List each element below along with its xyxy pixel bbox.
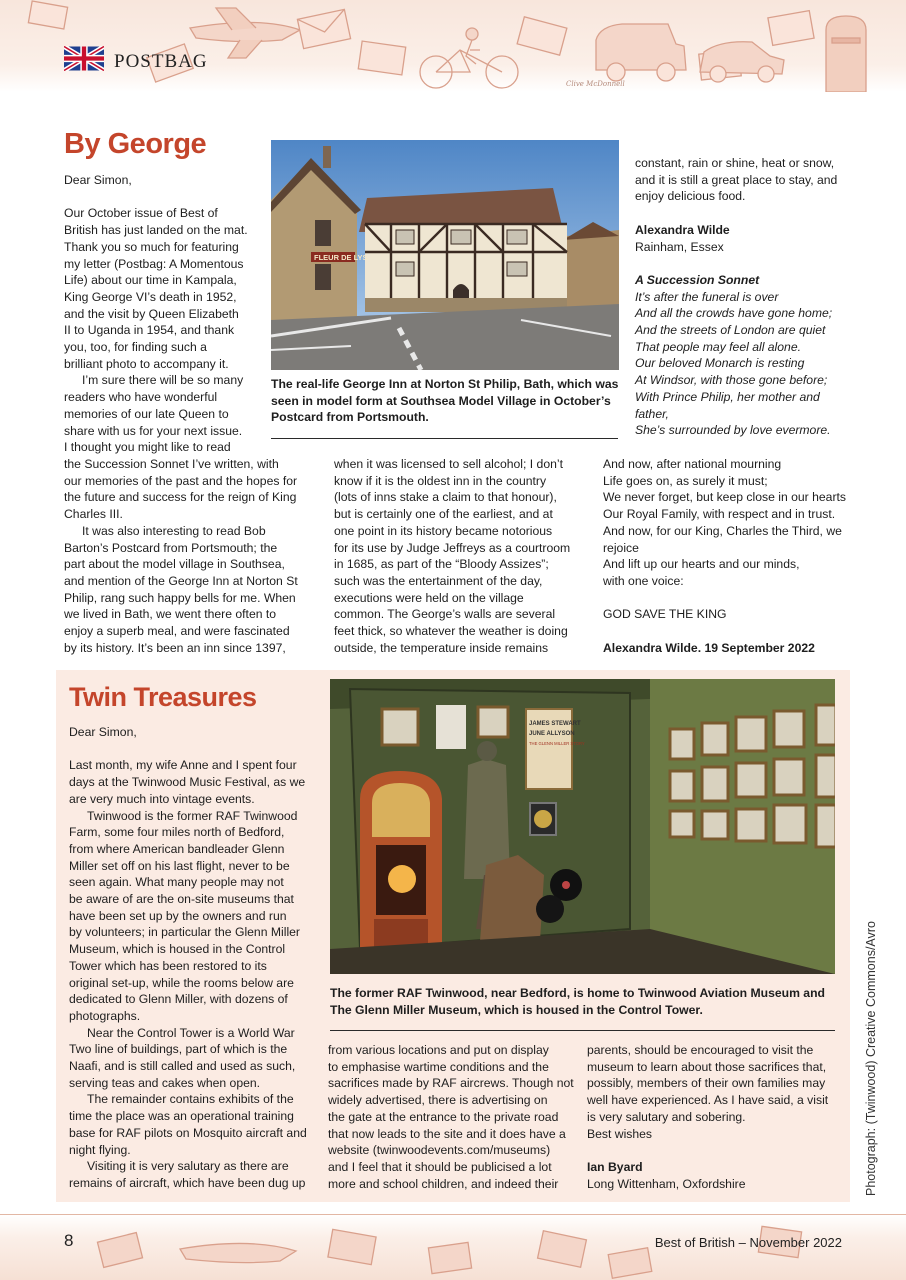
text-line: Our October issue of Best of xyxy=(64,206,218,221)
text-line: memories of our late Queen to xyxy=(64,406,229,421)
article-column-right xyxy=(635,155,857,439)
article-column xyxy=(334,456,590,656)
text-line: night flying. xyxy=(69,1142,131,1157)
footer-credit: Best of British – November 2022 xyxy=(654,1235,842,1250)
text-line: know if it is the oldest inn in the country xyxy=(334,473,547,488)
caption-rule xyxy=(271,438,618,439)
text-line: The remainder contains exhibits of the xyxy=(87,1092,294,1107)
text-line: more and school children, and indeed their xyxy=(328,1176,559,1191)
article-column-right xyxy=(587,1042,837,1192)
inn-sign-text: FLEUR DE LYS xyxy=(314,253,368,262)
text-line: Barton’s Postcard from Portsmouth; the xyxy=(64,540,278,555)
photo-caption: The real-life George Inn at Norton St Philip, Bath, which was seen in model form at Southsea Model Village in October’s Postcard from Portsmouth. xyxy=(271,377,619,424)
text-line: Museum, which is housed in the Control xyxy=(69,942,286,957)
text-line: but is certainly one of the earliest, and at xyxy=(334,507,553,522)
text-line: time the place was an operational training xyxy=(69,1109,294,1124)
text-line: is very salutary and sobering. xyxy=(587,1109,746,1124)
text-line: in 1685, as part of the “Bloody Assizes”; xyxy=(334,557,549,572)
poster-text: JAMES STEWART xyxy=(529,721,581,727)
text-line: constant, rain or shine, heat or snow, xyxy=(635,156,835,170)
text-line: Miller set off on his last flight, never to be xyxy=(69,858,290,873)
text-line: from various locations and put on display xyxy=(328,1043,549,1057)
text-line: Last month, my wife Anne and I spent four xyxy=(69,758,297,773)
text-line: are very much into vintage events. xyxy=(69,791,255,806)
text-line: Our Royal Family, with respect and in trust. xyxy=(603,507,836,522)
text-line: I’m sure there will be so many xyxy=(82,373,244,388)
article-column xyxy=(328,1042,578,1192)
text-line: have been set up by the owners and run xyxy=(69,908,287,923)
text-line: Two line of buildings, part of which is the xyxy=(69,1042,288,1057)
text-line: to emphasise wartime conditions and the xyxy=(328,1059,549,1074)
text-line: original set-up, while the rooms below are xyxy=(69,975,294,990)
text-line: Near the Control Tower is a World War xyxy=(87,1025,295,1040)
article-column xyxy=(69,724,321,1192)
text-line: British has just landed on the mat. xyxy=(64,223,248,238)
text-line: when it was licensed to sell alcohol; I don’t xyxy=(334,457,563,471)
text-line: King George VI’s death in 1952, xyxy=(64,289,237,304)
text-line: Twinwood is the former RAF Twinwood xyxy=(87,808,298,823)
text-line: That people may feel all alone. xyxy=(635,339,801,354)
text-line: Thank you so much for featuring xyxy=(64,239,239,254)
text-line: and it is still a great place to stay, and xyxy=(635,172,838,187)
text-line: such was the entertainment of the day, xyxy=(334,573,543,588)
text-line: (lots of inns stake a claim to that honour), xyxy=(334,490,557,505)
museum-photo xyxy=(330,679,835,974)
text-line: that now leads to the site and it does have a xyxy=(328,1126,566,1141)
article-headline: By George xyxy=(64,128,207,160)
text-line: And now, for our King, Charles the Third, we xyxy=(603,523,842,538)
text-line: one point in its history became notorious xyxy=(334,523,553,538)
text-line: Best wishes xyxy=(587,1126,653,1141)
text-line: well have experienced. As I have said, a visit xyxy=(587,1093,829,1108)
text-line: days at the Twinwood Music Festival, as we xyxy=(69,775,306,790)
text-line: readers who have wonderful xyxy=(64,390,218,405)
text-line: Philip, rang such happy bells for me. When xyxy=(64,590,296,605)
text-line: museum to learn about those sacrifices that, xyxy=(587,1059,827,1074)
text-line: And lift up our hearts and our minds, xyxy=(603,557,800,572)
postal-illustration xyxy=(0,0,906,92)
text-line: photographs. xyxy=(69,1008,141,1023)
text-line: And the streets of London are quiet xyxy=(635,323,826,337)
text-line: Dear Simon, xyxy=(69,725,137,739)
text-line: enjoy delicious food. xyxy=(635,189,746,204)
poem-closing: GOD SAVE THE KING xyxy=(603,607,727,622)
poem-continued xyxy=(603,456,853,656)
text-line: the Succession Sonnet I’ve written, with xyxy=(64,457,279,471)
header-band xyxy=(0,0,906,92)
text-line: the gate at the entrance to the private road xyxy=(328,1109,559,1124)
text-line: Our beloved Monarch is resting xyxy=(635,356,805,371)
signoff-place: Rainham, Essex xyxy=(635,239,724,254)
text-line: our memories of the past and the hopes for xyxy=(64,473,298,488)
page-number: 8 xyxy=(64,1231,74,1250)
poem-title: A Succession Sonnet xyxy=(635,272,760,287)
text-line: father, xyxy=(635,406,669,421)
union-jack-icon xyxy=(64,46,104,71)
text-line: and the visit by Queen Elizabeth xyxy=(64,306,239,321)
text-line: sacrifices made by RAF aircrews. Though not xyxy=(328,1076,574,1091)
text-line: executions were held on the village xyxy=(334,590,524,605)
text-line: Life) about our time in Kampala, xyxy=(64,273,237,288)
text-line: dedicated to Glenn Miller, with dozens of xyxy=(69,992,288,1007)
signoff-place: Long Wittenham, Oxfordshire xyxy=(587,1176,746,1191)
poster-text: JUNE ALLYSON xyxy=(529,731,575,737)
poem-signature: Alexandra Wilde. 19 September 2022 xyxy=(603,640,815,655)
text-line: the future and success for the reign of King xyxy=(64,490,297,505)
article-column xyxy=(64,172,264,456)
text-line: seen again. What many people may not xyxy=(69,875,284,890)
text-line xyxy=(64,189,264,206)
section-label: POSTBAG xyxy=(114,51,208,72)
text-line: At Windsor, with those gone before; xyxy=(635,373,828,388)
text-line: and mention of the George Inn at Norton St xyxy=(64,573,298,588)
text-line: from where American bandleader Glenn xyxy=(69,841,285,856)
text-line: possibly, members of their own families may xyxy=(587,1076,826,1091)
text-line: share with us for your next issue. xyxy=(64,423,243,438)
text-line: Life goes on, as surely it must; xyxy=(603,473,768,488)
photo-caption: The former RAF Twinwood, near Bedford, is home to Twinwood Aviation Museum and The Glenn Miller Museum, which is housed in the Control Tower. xyxy=(330,986,825,1017)
signoff-name: Ian Byard xyxy=(587,1159,643,1174)
caption-rule xyxy=(330,1030,835,1031)
illustrator-signature: Clive McDonnell xyxy=(566,80,625,88)
text-line: And now, after national mourning xyxy=(603,457,782,471)
text-line: parents, should be encouraged to visit the xyxy=(587,1043,814,1057)
text-line: Charles III. xyxy=(64,507,123,522)
text-line: widely advertised, there is advertising on xyxy=(328,1093,548,1108)
text-line: remains of aircraft, which have been dug up xyxy=(69,1175,306,1190)
text-line: We never forget, but keep close in our hearts xyxy=(603,490,846,505)
signoff-name: Alexandra Wilde xyxy=(635,222,730,237)
text-line: we lived in Bath, we went there often to xyxy=(64,607,277,622)
george-inn-photo xyxy=(271,140,619,370)
text-line: and I feel that it should be publicised a lot xyxy=(328,1159,552,1174)
text-line: It was also interesting to read Bob xyxy=(82,523,266,538)
text-line: part about the model village in Southsea, xyxy=(64,557,285,572)
text-line: with one voice: xyxy=(603,573,684,588)
text-line: for its use by Judge Jeffreys as a courtroom xyxy=(334,540,571,555)
text-line: website (twinwoodevents.com/museums) xyxy=(328,1143,551,1158)
text-line: It’s after the funeral is over xyxy=(635,289,779,304)
text-line: Farm, some four miles north of Bedford, xyxy=(69,825,285,840)
text-line: rejoice xyxy=(603,540,639,555)
text-line: my letter (Postbag: A Momentous xyxy=(64,256,244,271)
text-line: Visiting it is very salutary as there are xyxy=(87,1159,289,1174)
article-column xyxy=(64,456,322,656)
text-line: by volunteers; in particular the Glenn Miller xyxy=(69,925,300,940)
text-line: I thought you might like to read xyxy=(64,440,231,455)
text-line: And all the crowds have gone home; xyxy=(635,306,833,321)
text-line: you, too, for finding such a xyxy=(64,340,207,355)
text-line: be aware of are the on-site museums that xyxy=(69,892,294,907)
text-line: enjoy a superb meal, and were fascinated xyxy=(64,624,290,639)
text-line: Tower which has been restored to its xyxy=(69,958,267,973)
text-line: Dear Simon, xyxy=(64,173,132,187)
text-line: II to Uganda in 1954, and thank xyxy=(64,323,235,338)
text-line: common. The George’s walls are several xyxy=(334,607,556,622)
poster-text: THE GLENN MILLER STORY xyxy=(529,741,585,746)
text-line xyxy=(69,741,321,758)
text-line: base for RAF pilots on Mosquito aircraft and xyxy=(69,1125,307,1140)
footer-band xyxy=(0,1214,906,1280)
text-line: Naafi, and is still called and used as such, xyxy=(69,1059,296,1074)
text-line: serving teas and cakes when open. xyxy=(69,1075,261,1090)
text-line: feet thick, so whatever the weather is doing xyxy=(334,624,568,639)
photo-credit: Photograph: (Twinwood) Creative Commons/Avro xyxy=(864,921,878,1196)
text-line: by its history. It’s been an inn since 1397, xyxy=(64,640,286,655)
text-line: outside, the temperature inside remains xyxy=(334,640,549,655)
article-headline: Twin Treasures xyxy=(69,682,257,712)
text-line: With Prince Philip, her mother and xyxy=(635,389,820,404)
text-line: She’s surrounded by love evermore. xyxy=(635,423,831,438)
text-line: brilliant photo to accompany it. xyxy=(64,356,229,371)
